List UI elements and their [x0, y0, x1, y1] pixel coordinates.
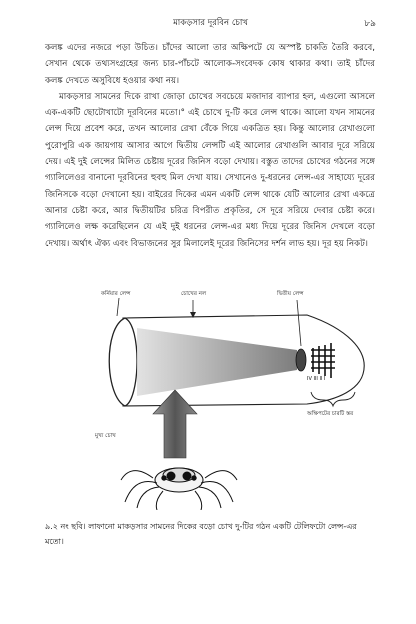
eye-diagram-svg [45, 288, 375, 510]
label-eye-tube: চোখের নল [181, 291, 207, 297]
label-retina-layers: অক্ষিপটের চারটি স্তর [307, 411, 354, 417]
body-text [45, 40, 375, 252]
paragraph-2: মাকড়সার সামনের দিকে রাখা জোড়া চোখের সবচেয়ে মজাদার ব্যাপার হল, এগুলো আসলে এক-একটি ছোটোখাটো দূরবিনের মতো।° এই চোখে দু-টি করে লেন্স থাকে। আলো যখন সামনের লেন্স দিয়ে প্রবেশ করে, তখন আলোর রেখা বেঁকে গিয়ে একত্রিত হয়। কিন্তু আলোর রেখাগুলো পুরোপুরি এক জায়গায় আসার আগে দ্বিতীয় লেন্সটি এই আলোর রেখাগুলি আবার দূরে সরিয়ে দেয়। এই দুই লেন্সের মিলিত চেষ্টায় দূরের জিনিস বড়ো দেখায়। বস্তুত তাদের চোখের গঠনের সঙ্গে গ্যালিলেওর বানানো দূরবিনের হুবহু মিল দেখা যায়। সেখানেও দু-ধরনের লেন্স-এর সাহায্যে দূরের জিনিসকে বড়ো দেখানো হয়। বাইরের দিকের এমন একটি লেন্স থাকে যেটি আলোর রেখা একত্রে আনার চেষ্টা করে, আর দ্বিতীয়টির চরিত্র বিপরীত প্রকৃতির, সে দূরে সরিয়ে দেবার চেষ্টা করে। গ্যালিলেও লক্ষ করেছিলেন যে এই দুই ধরনের লেন্স-এর মধ্য দিয়ে দূরের জিনিস দেখলে বড়ো দেখায়। অর্থাৎ ঐক্য এবং বিভাজনের সুর মিলালেই দূরের জিনিসের দর্শন লাভ হয়। দূর হয় নিকট। [45, 91, 375, 249]
page-number: ৮৯ [364, 19, 376, 29]
cornea-leader [117, 298, 119, 316]
label-main-eye: মুখ্য চোখ [95, 433, 116, 439]
label-cornea-lens: কর্নিয়ার লেন্স [101, 291, 131, 297]
retina-layers [311, 343, 335, 378]
cornea-lens-shape [109, 318, 137, 406]
paragraph-1: কলঙ্ক এদের নজরে পড়া উচিত। চাঁদের আলো তার অক্ষিপটে যে অস্পষ্ট চাকতি তৈরি করবে, সেখান থেকে তথ্যসংগ্রহের জন্য চার-পাঁচটে আলোক-সংবেদক কোষ থাকার কথা। তাই চাঁদের কলঙ্ক দেখতে অসুবিধে হওয়ার কথা নয়। [45, 43, 375, 86]
spider-eye-diagram [45, 288, 375, 510]
label-layer-numerals: IV III II I [307, 376, 326, 382]
label-second-lens: দ্বিতীয় লেন্স [277, 291, 304, 297]
second-lens-shape [296, 349, 306, 371]
upward-arrow [153, 390, 197, 458]
figure-caption: ৯.২ নং ছবি। লাফানো মাকড়সার সামনের দিকের বড়ো চোখ দু-টির গঠন একটি টেলিফটো লেন্স-এর মতো। [45, 522, 357, 546]
running-title: মাকড়সার দূরবিন চোখ [173, 18, 248, 28]
light-cone [137, 328, 297, 396]
running-header [45, 16, 376, 30]
second-lens-leader [297, 300, 301, 346]
jumping-spider [121, 468, 237, 510]
